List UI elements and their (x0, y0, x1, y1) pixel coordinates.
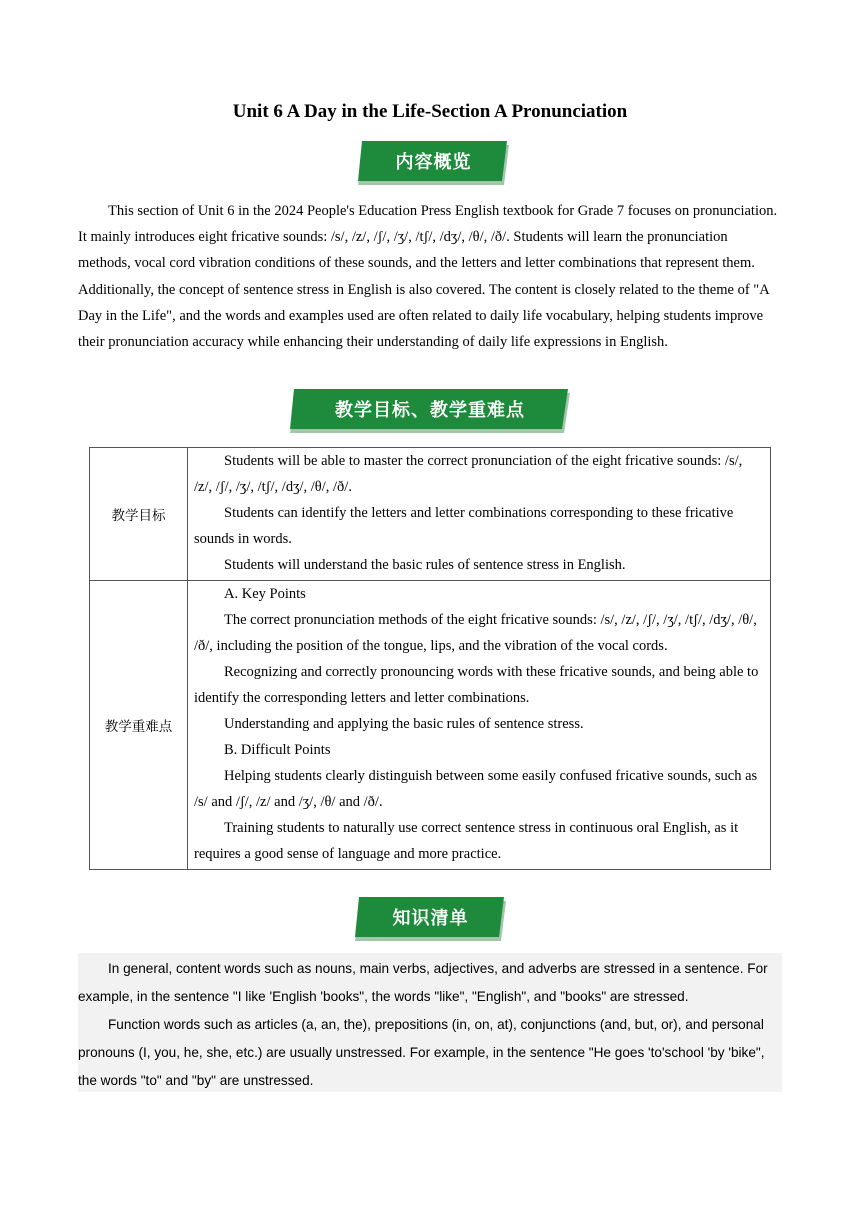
difficult-point-item: Helping students clearly distinguish between some easily confused fricative sounds, such as /s/ and /ʃ/, /z/ and /ʒ/, /θ/ and /ð/. (194, 768, 758, 810)
knowledge-box (78, 953, 782, 1092)
difficult-point-heading: B. Difficult Points (224, 742, 331, 758)
knowledge-paragraph: In general, content words such as nouns, main verbs, adjectives, and adverbs are stressed in a sentence. For example, in the sentence "I like 'English 'books", the words "like", "English", and "books" are stressed. (78, 961, 768, 1004)
intro-paragraph: This section of Unit 6 in the 2024 People's Education Press English textbook for Grade 7 focuses on pronunciation. It mainly introduces eight fricative sounds: /s/, /z/, /ʃ/, /ʒ/, /tʃ/, /dʒ/, /θ/, /ð/. Students will learn the pronunciation methods, vocal cord vibration conditions of these sounds, and the letters and letter combinations that represent them. Additionally, the concept of sentence stress in English is also covered. The content is closely related to the theme of "A Day in the Life", and the words and examples used are often related to daily life vocabulary, helping students improve their pronunciation accuracy while enhancing their understanding of daily life expressions in English. (78, 203, 778, 351)
table-row (90, 581, 771, 870)
row-label-goals: 教学目标 (90, 448, 188, 581)
goal-item: Students will be able to master the correct pronunciation of the eight fricative sounds: /s/, /z/, /ʃ/, /ʒ/, /tʃ/, /dʒ/, /θ/, /ð/. (194, 453, 743, 495)
goals-banner (290, 389, 570, 433)
knowledge-banner (355, 897, 506, 941)
goal-item: Students will understand the basic rules of sentence stress in English. (224, 557, 626, 573)
page-title: Unit 6 A Day in the Life-Section A Pronunciation (232, 101, 628, 122)
goal-item: Students can identify the letters and letter combinations corresponding to these fricative sounds in words. (194, 505, 734, 547)
goals-banner-text: 教学目标、教学重难点 (335, 400, 525, 421)
row-content-goals (188, 448, 771, 581)
key-point-item: Recognizing and correctly pronouncing words with these fricative sounds, and being able to identify the corresponding letters and letter combinations. (194, 664, 759, 706)
knowledge-paragraph: Function words such as articles (a, an, the), prepositions (in, on, at), conjunctions (and, but, or), and personal pronouns (I, you, he, she, etc.) are usually unstressed. For example, in the sentence "He goes 'to'school 'by 'bike", the words "to" and "by" are unstressed. (78, 1017, 765, 1088)
row-content-key-points (188, 581, 771, 870)
row-label-key-points: 教学重难点 (90, 581, 188, 870)
table-row (90, 448, 771, 581)
key-point-item: The correct pronunciation methods of the eight fricative sounds: /s/, /z/, /ʃ/, /ʒ/, /tʃ/, /dʒ/, /θ/, /ð/, including the position of the tongue, lips, and the vibration of the vocal cords. (194, 612, 757, 654)
overview-banner-text: 内容概览 (395, 152, 472, 173)
key-point-heading: A. Key Points (224, 586, 306, 602)
goals-table (89, 447, 771, 870)
knowledge-banner-text: 知识清单 (392, 908, 469, 929)
difficult-point-item: Training students to naturally use correct sentence stress in continuous oral English, as it requires a good sense of language and more practice. (194, 820, 739, 862)
key-point-item: Understanding and applying the basic rules of sentence stress. (224, 716, 584, 732)
overview-banner (358, 141, 509, 185)
